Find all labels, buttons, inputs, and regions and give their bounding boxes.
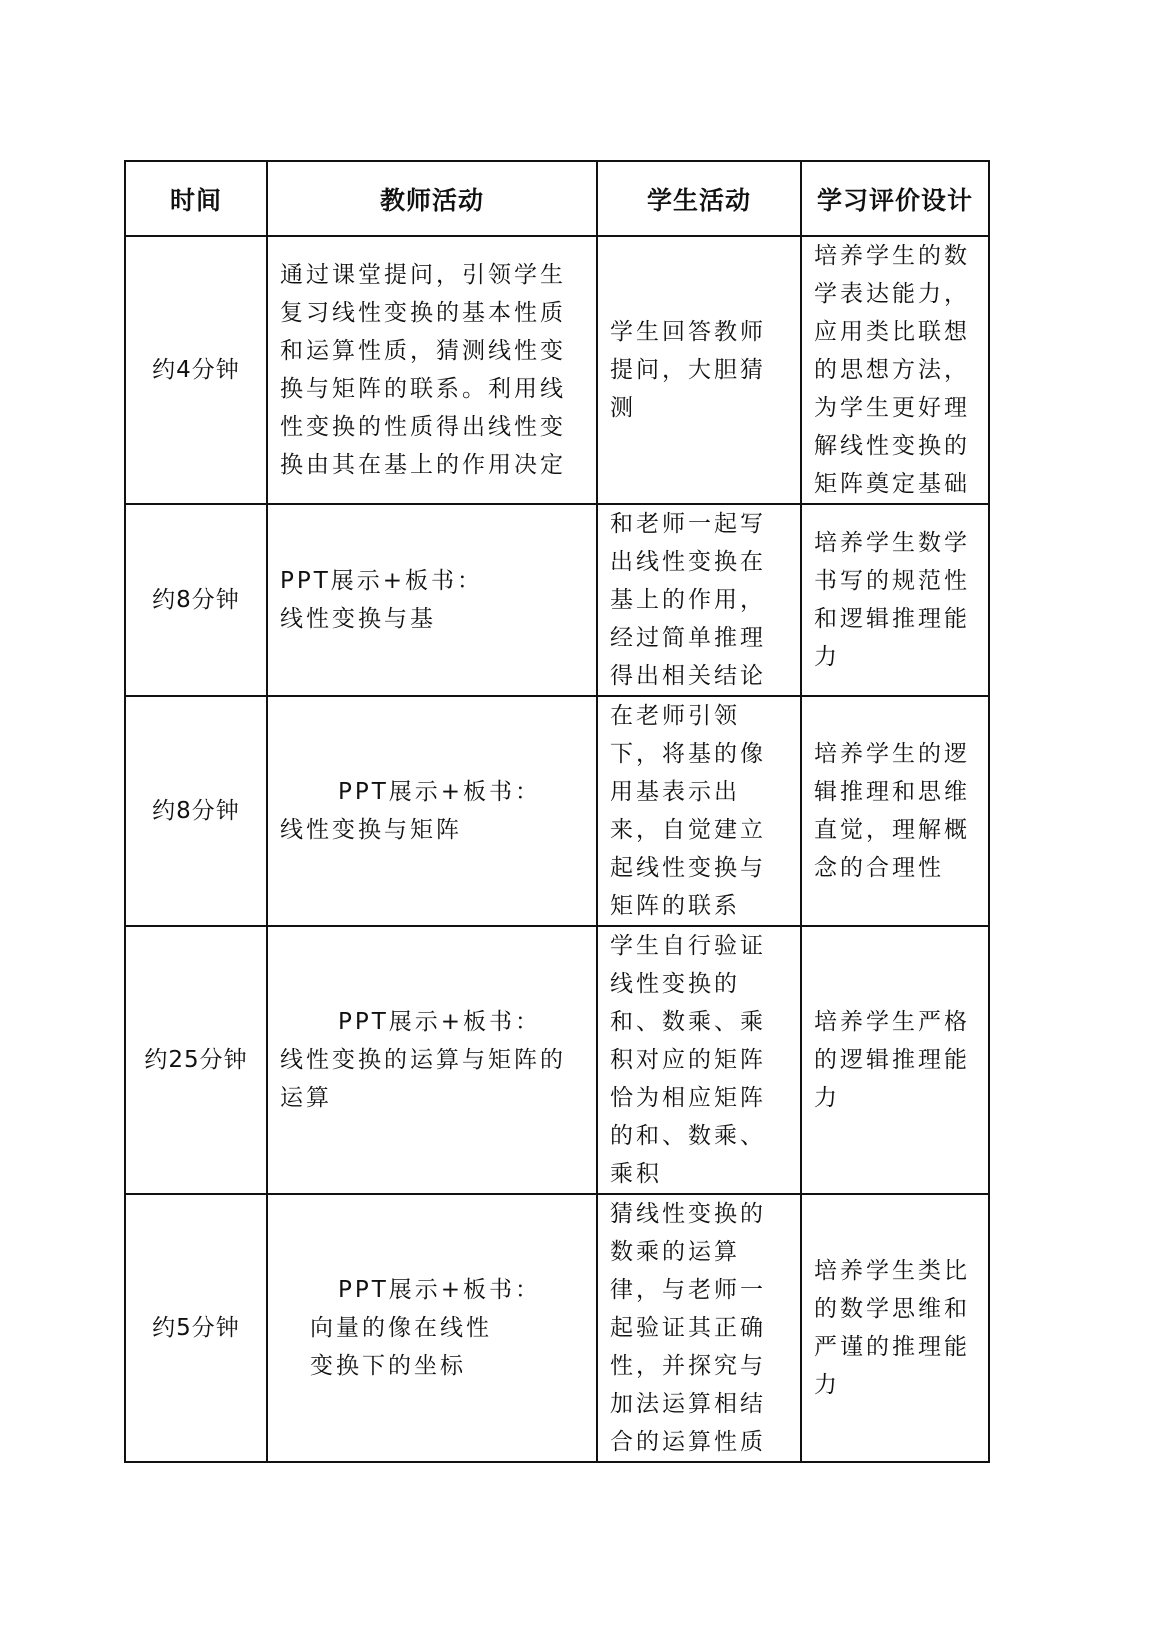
table-header-row <box>125 161 989 236</box>
row-student-activity: 学生回答教师提问，大胆猜测 <box>597 236 801 504</box>
table-row <box>125 696 989 926</box>
teacher-activity-line: 线性变换与基 <box>280 606 436 632</box>
row-student-activity: 在老师引领下，将基的像用基表示出来，自觉建立起线性变换与矩阵的联系 <box>597 696 801 926</box>
header-student-activity: 学生活动 <box>597 161 801 236</box>
row-learning-evaluation: 培养学生的数学表达能力，应用类比联想的思想方法，为学生更好理解线性变换的矩阵奠定基础 <box>801 236 989 504</box>
teacher-activity-line: PPT展示+板书： <box>338 779 542 805</box>
row-time: 约8分钟 <box>125 696 267 926</box>
table-row <box>125 1194 989 1462</box>
row-student-activity: 猜线性变换的数乘的运算律，与老师一起验证其正确性，并探究与加法运算相结合的运算性质 <box>597 1194 801 1462</box>
row-learning-evaluation: 培养学生的逻辑推理和思维直觉，理解概念的合理性 <box>801 696 989 926</box>
row-time: 约25分钟 <box>125 926 267 1194</box>
row-time: 约8分钟 <box>125 504 267 696</box>
table-row <box>125 926 989 1194</box>
teacher-activity-line: 向量的像在线性 <box>310 1315 492 1341</box>
header-teacher-activity: 教师活动 <box>267 161 597 236</box>
table-row <box>125 504 989 696</box>
teacher-activity-line: 线性变换的运算与矩阵的运算 <box>280 1047 566 1111</box>
header-learning-evaluation: 学习评价设计 <box>801 161 989 236</box>
row-teacher-activity <box>267 696 597 926</box>
row-learning-evaluation: 培养学生类比的数学思维和严谨的推理能力 <box>801 1194 989 1462</box>
row-teacher-activity: 通过课堂提问，引领学生复习线性变换的基本性质和运算性质，猜测线性变换与矩阵的联系。利用线性变换的性质得出线性变换由其在基上的作用决定 <box>267 236 597 504</box>
row-student-activity: 和老师一起写出线性变换在基上的作用，经过简单推理得出相关结论 <box>597 504 801 696</box>
teacher-activity-line: PPT展示+板书： <box>280 568 484 594</box>
table-row <box>125 236 989 504</box>
row-time: 约4分钟 <box>125 236 267 504</box>
teacher-activity-line: PPT展示+板书： <box>338 1009 542 1035</box>
row-time: 约5分钟 <box>125 1194 267 1462</box>
row-learning-evaluation: 培养学生严格的逻辑推理能力 <box>801 926 989 1194</box>
teacher-activity-line: PPT展示+板书： <box>338 1277 542 1303</box>
row-student-activity: 学生自行验证线性变换的和、数乘、乘积对应的矩阵恰为相应矩阵的和、数乘、乘积 <box>597 926 801 1194</box>
lesson-plan-table <box>124 160 990 1463</box>
header-time: 时间 <box>125 161 267 236</box>
row-teacher-activity <box>267 926 597 1194</box>
row-teacher-activity <box>267 1194 597 1462</box>
teacher-activity-line: 变换下的坐标 <box>310 1353 466 1379</box>
teacher-activity-line: 线性变换与矩阵 <box>280 817 462 843</box>
row-teacher-activity <box>267 504 597 696</box>
row-learning-evaluation: 培养学生数学书写的规范性和逻辑推理能力 <box>801 504 989 696</box>
